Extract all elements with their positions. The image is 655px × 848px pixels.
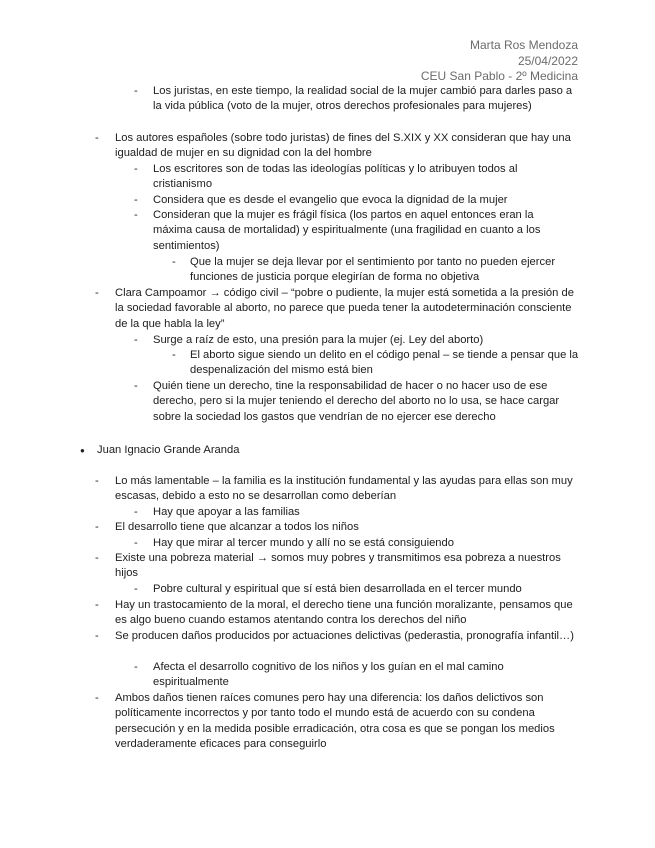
dash-marker: -	[134, 163, 138, 175]
list-item-text: Que la mujer se deja llevar por el sentimiento por tanto no pueden ejercer funciones de justicia porque elegirían de forma no objetiva	[190, 256, 556, 284]
dash-marker: -	[134, 506, 138, 518]
dash-marker: -	[95, 287, 99, 299]
dash-marker: -	[172, 256, 176, 268]
list-item-text: Pobre cultural y espiritual que sí está bien desarrollada en el tercer mundo	[153, 583, 522, 595]
dash-marker: -	[95, 132, 99, 144]
dash-marker: -	[134, 194, 138, 206]
dash-marker: -	[95, 630, 99, 642]
dash-marker: -	[134, 661, 138, 673]
page-header	[421, 38, 578, 85]
list-item-text: Los autores españoles (sobre todo juristas) de fines del S.XIX y XX consideran que hay una igualdad de mujer en su dignidad con la del hombre	[115, 132, 571, 160]
dash-marker: -	[134, 334, 138, 346]
list-item-text: Ambos daños tienen raíces comunes pero hay una diferencia: los daños delictivos son políticamente incorrectos y por tanto todo el mundo está de acuerdo con su condena persecución y en la medida posible erradicación, otra cosa es que se pongan los medios verdaderamente eficaces para conseguirlo	[115, 692, 555, 751]
dash-marker: -	[95, 475, 99, 487]
list-item-text: Surge a raíz de esto, una presión para la mujer (ej. Ley del aborto)	[153, 334, 484, 346]
author-name: Marta Ros Mendoza	[469, 38, 578, 52]
dash-marker: -	[134, 583, 138, 595]
list-item-text: El desarrollo tiene que alcanzar a todos los niños	[115, 521, 359, 533]
bullet-marker: ●	[80, 446, 85, 455]
dash-marker: -	[134, 85, 138, 97]
dash-marker: -	[134, 380, 138, 392]
dash-marker: -	[134, 209, 138, 221]
list-item-text: Consideran que la mujer es frágil física (los partos en aquel entonces eran la máxima causa de mortalidad) y espiritualmente (una fragilidad en cuanto a los sentimientos)	[153, 209, 541, 252]
list-item-text: Hay que mirar al tercer mundo y allí no se está consiguiendo	[153, 537, 454, 549]
list-item-text: Lo más lamentable – la familia es la institución fundamental y las ayudas para ellas son muy escasas, debido a esto no se desarrollan como deberían	[115, 475, 573, 503]
dash-marker: -	[95, 552, 99, 564]
list-item-text: Los juristas, en este tiempo, la realidad social de la mujer cambió para darles paso a la vida pública (voto de la mujer, otros derechos profesionales para mujeres)	[153, 85, 573, 113]
list-item-text: Se producen daños producidos por actuaciones delictivas (pederastia, pronografía infantil…)	[115, 630, 574, 642]
course-name: CEU San Pablo - 2º Medicina	[420, 69, 578, 84]
dash-marker: -	[95, 599, 99, 611]
dash-marker: -	[134, 537, 138, 549]
list-item-text: Clara Campoamor → código civil – “pobre o pudiente, la mujer está sometida a la presión de la sociedad favorable al aborto, no parece que pueda tener la autodeterminación consciente de la que habla la ley”	[115, 287, 574, 330]
list-item-text: Los escritores son de todas las ideologías políticas y lo atribuyen todos al cristianismo	[153, 163, 518, 191]
list-item-text: Existe una pobreza material → somos muy pobres y transmitimos esa pobreza a nuestros hijos	[115, 552, 561, 580]
dash-marker: -	[95, 521, 99, 533]
dash-marker: -	[95, 692, 99, 704]
list-item-text: Hay que apoyar a las familias	[153, 506, 300, 518]
dash-marker: -	[172, 349, 176, 361]
list-item-text: Quién tiene un derecho, tine la responsabilidad de hacer o no hacer uso de ese derecho, pero si la mujer teniendo el derecho del aborto no lo usa, se hace cargar sobre la sociedad los gastos que vendrían de no ejercer ese derecho	[153, 380, 560, 423]
list-item-text: El aborto sigue siendo un delito en el código penal – se tiende a pensar que la despenalización del mismo está bien	[190, 349, 579, 377]
list-item-text: Considera que es desde el evangelio que evoca la dignidad de la mujer	[153, 194, 508, 206]
list-item-text: Hay un trastocamiento de la moral, el derecho tiene una función moralizante, pensamos que es algo bueno cuando estamos atentando contra los derechos del niño	[115, 599, 573, 627]
document-date: 25/04/2022	[517, 53, 578, 68]
list-item-text: Juan Ignacio Grande Aranda	[97, 444, 240, 456]
list-item-text: Afecta el desarrollo cognitivo de los niños y los guían en el mal camino espiritualmente	[153, 661, 504, 689]
